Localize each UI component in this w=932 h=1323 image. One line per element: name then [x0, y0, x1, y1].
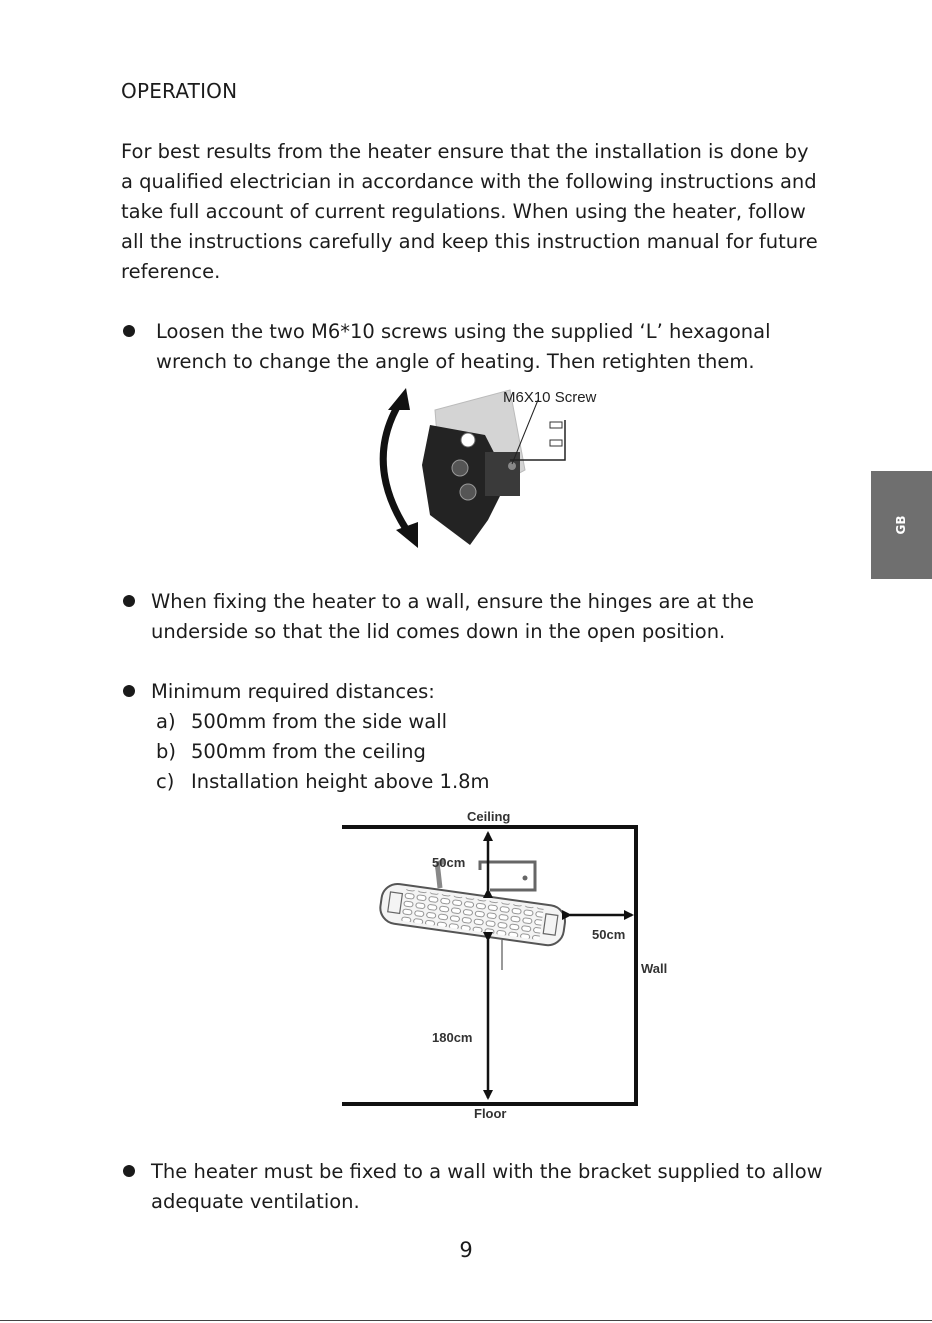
bullet-4-line-2: adequate ventilation.: [151, 1190, 360, 1213]
screw-label: M6X10 Screw: [503, 389, 597, 406]
bullet-4-line-1: The heater must be fixed to a wall with the bracket supplied to allow: [151, 1160, 823, 1183]
bullet-point: [123, 685, 135, 697]
heater: [378, 882, 567, 947]
list-item-label: b): [156, 740, 176, 763]
bullet-2-line-1: When fixing the heater to a wall, ensure the hinges are at the: [151, 590, 755, 613]
bullet-point: [123, 1165, 135, 1177]
list-item: [156, 707, 447, 737]
list-item: [156, 767, 490, 797]
housing-screw: [460, 484, 476, 500]
page-number: 9: [459, 1238, 473, 1262]
housing-screw: [461, 433, 475, 447]
bullet-3-intro: Minimum required distances:: [151, 680, 435, 703]
language-tab-label: GB: [894, 515, 908, 535]
top-gap-label: 50cm: [432, 855, 466, 870]
intro-paragraph: For best results from the heater ensure that the installation is done by a qualified electrician in accordance with the following instructions and take full account of current regulations. When using the heater, follow all the instructions carefully and keep this instruction manual for future reference.: [121, 140, 818, 283]
m6x10-screw-icon: [550, 422, 562, 428]
list-item: [156, 737, 426, 767]
rotation-arrow-head-top: [388, 388, 410, 410]
wall-label: Wall: [641, 961, 668, 976]
housing-screw: [452, 460, 468, 476]
m6x10-screw-icon: [550, 440, 562, 446]
language-tab: [871, 471, 932, 579]
list-item-text: Installation height above 1.8m: [191, 770, 490, 793]
clearance-diagram: [330, 800, 690, 1130]
rotation-arrow: [383, 402, 410, 535]
angle-adjustment-figure: [360, 380, 620, 560]
section-heading: OPERATION: [121, 79, 238, 103]
list-item-text: 500mm from the ceiling: [191, 740, 426, 763]
height-label: 180cm: [432, 1030, 473, 1045]
bullet-1-line-1: Loosen the two M6*10 screws using the supplied ‘L’ hexagonal: [156, 320, 771, 343]
floor-label: Floor: [474, 1106, 507, 1121]
bullet-1-line-2: wrench to change the angle of heating. Then retighten them.: [156, 350, 755, 373]
list-item-text: 500mm from the side wall: [191, 710, 448, 733]
bracket-screw: [523, 876, 528, 881]
wall-bracket: [485, 452, 520, 496]
bullet-point: [123, 595, 135, 607]
list-item-label: c): [156, 770, 175, 793]
list-item-label: a): [156, 710, 176, 733]
bullet-point: [123, 325, 135, 337]
page-edge-line: [0, 1320, 932, 1321]
bullet-2-line-2: underside so that the lid comes down in the open position.: [151, 620, 726, 643]
ceiling-label: Ceiling: [467, 809, 511, 824]
side-gap-label: 50cm: [592, 927, 626, 942]
